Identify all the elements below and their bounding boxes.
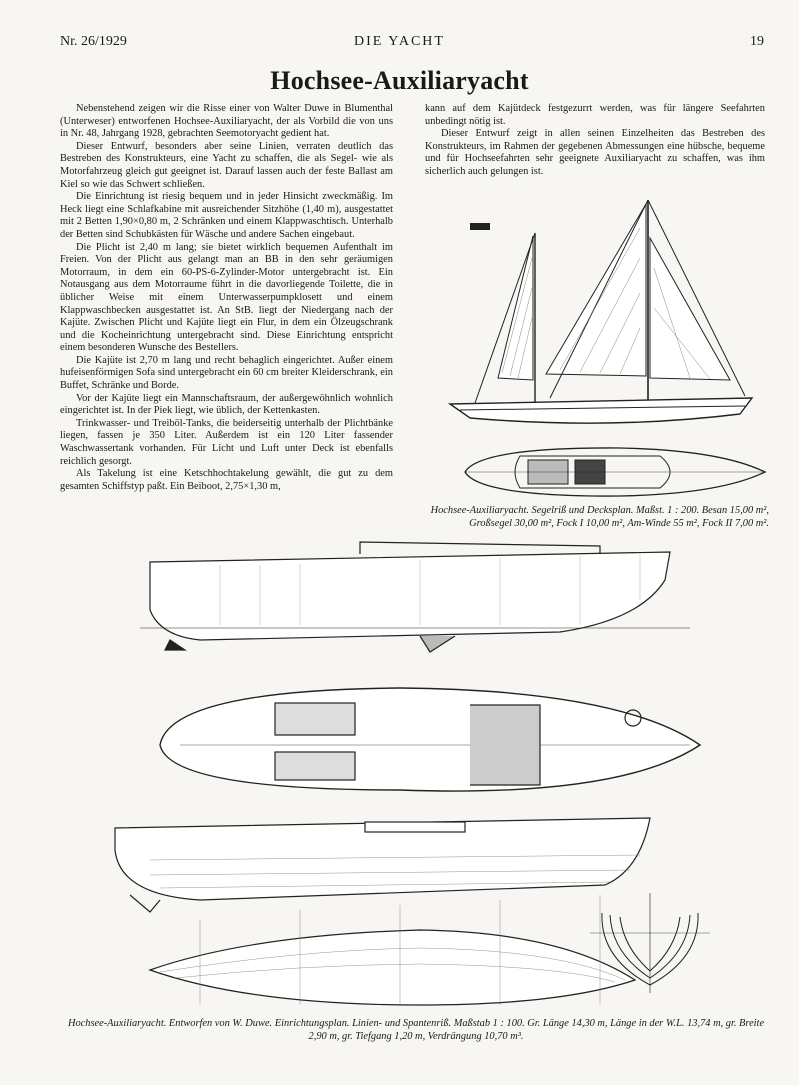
plans-caption: Hochsee-Auxiliaryacht. Entworfen von W. Duwe. Einrichtungsplan. Linien- und Spantenriß. Maßstab 1 : 100. Gr. Länge 14,30 m, Länge in der W.L. 13,74 m, gr. Breite 2,90 m, gr. Tiefgang 1,20 m, Verdrängung 10,70 m³. bbox=[67, 1018, 765, 1042]
paragraph: Als Takelung ist eine Ketschhochtakelung gewählt, die gut zu dem gesamten Schiffstyp paßt. Ein Beiboot, 2,75×1,30 m, bbox=[60, 468, 393, 492]
magazine-name: DIE YACHT bbox=[354, 34, 445, 49]
article-title: Hochsee-Auxiliaryacht bbox=[270, 66, 529, 95]
issue-number: Nr. 26/1929 bbox=[60, 34, 127, 49]
body-plan-drawing bbox=[590, 893, 710, 993]
sail-plan-drawing bbox=[440, 198, 760, 438]
article-column-left bbox=[60, 103, 393, 493]
paragraph: Dieser Entwurf, besonders aber seine Linien, verraten deutlich das Bestreben des Konstrukteurs, eine Yacht zu schaffen, die als Segel- wie als Motorfahrzeug gleich gut geeignet ist. Darauf lassen auch der feste Ballast am Kiel so wie das Schwert schließen. bbox=[60, 140, 393, 190]
paragraph: Nebenstehend zeigen wir die Risse einer von Walter Duwe in Blumenthal (Unterweser) entworfenen Hochsee-Auxiliaryacht, der als Vorbild die von uns in Nr. 48, Jahrgang 1928, gebrachten Seemotoryacht gedient hat. bbox=[60, 103, 393, 140]
paragraph: Die Kajüte ist 2,70 m lang und recht behaglich eingerichtet. Außer einem hufeisenförmigen Sofa sind untergebracht ein 60 cm breiter Kleiderschrank, ein Buffet, Schränke und Borde. bbox=[60, 354, 393, 392]
paragraph: Die Plicht ist 2,40 m lang; sie bietet wirklich bequemen Aufenthalt im Freien. Von der Plicht aus gelangt man an BB in den sehr geräumigen Motorraum, in dem ein 60-PS-6-Zylinder-Motor untergebracht ist. Ein Notausgang aus dem Motorraume führt in die davorliegende Toilette, die in üblicher Weise mit einem Unterwasserpumpklosett und einem Klappwaschbecken ausgestattet ist. An StB. liegt der Niedergang nach der Kajüte. Zwischen Plicht und Kajüte liegt ein Flur, in dem ein Ölzeugschrank und die Kocheinrichtung untergebracht sind. Diese Einrichtung entspricht einem besonderen Wunsche des Bestellers. bbox=[60, 241, 393, 354]
accommodation-plan-drawing bbox=[0, 540, 799, 795]
page-number: 19 bbox=[750, 34, 764, 49]
paragraph: Vor der Kajüte liegt ein Mannschaftsraum, der außergewöhnlich wohnlich eingerichtet ist. In der Piek liegt, wie üblich, der Kettenkasten. bbox=[60, 392, 393, 417]
paragraph: Die Einrichtung ist riesig bequem und in jeder Hinsicht zweckmäßig. Im Heck liegt eine Schlafkabine mit ausreichender Sitzhöhe (1,40 m), ausgestattet mit 2 Betten 1,90×0,80 m, 2 Schränken und einem Klappwaschtisch. Unterhalb der Betten sind Schubkästen für Wäsche und andere Sachen eingebaut. bbox=[60, 191, 393, 240]
deck-plan-drawing bbox=[460, 442, 770, 502]
article-column-right bbox=[425, 103, 765, 179]
paragraph: Dieser Entwurf zeigt in allen seinen Einzelheiten das Bestreben des Konstrukteurs, im Rahmen der gegebenen Abmessungen eine hübsche, bequeme und für Hochseefahrten sehr geeignete Auxiliaryacht zu schaffen, was ihm sicherlich auch gelungen ist. bbox=[425, 128, 765, 177]
paragraph: kann auf dem Kajütdeck festgezurrt werden, was für längere Seefahrten unbedingt nötig ist. bbox=[425, 103, 765, 127]
sail-plan-caption: Hochsee-Auxiliaryacht. Segelriß und Decksplan. Maßst. 1 : 200. Besan 15,00 m², Großsegel 30,00 m², Fock I 10,00 m², Am-Winde 55 m², Fock II 7,00 m². bbox=[430, 505, 769, 529]
paragraph: Trinkwasser- und Treiböl-Tanks, die beiderseitig unterhalb der Plichtbänke liegen, fassen je 350 Liter. Außerdem ist ein 120 Liter fassender Waschwassertank vorhanden. Für Licht und Luft unter Deck ist ebenfalls reichlich gesorgt. bbox=[60, 417, 393, 467]
